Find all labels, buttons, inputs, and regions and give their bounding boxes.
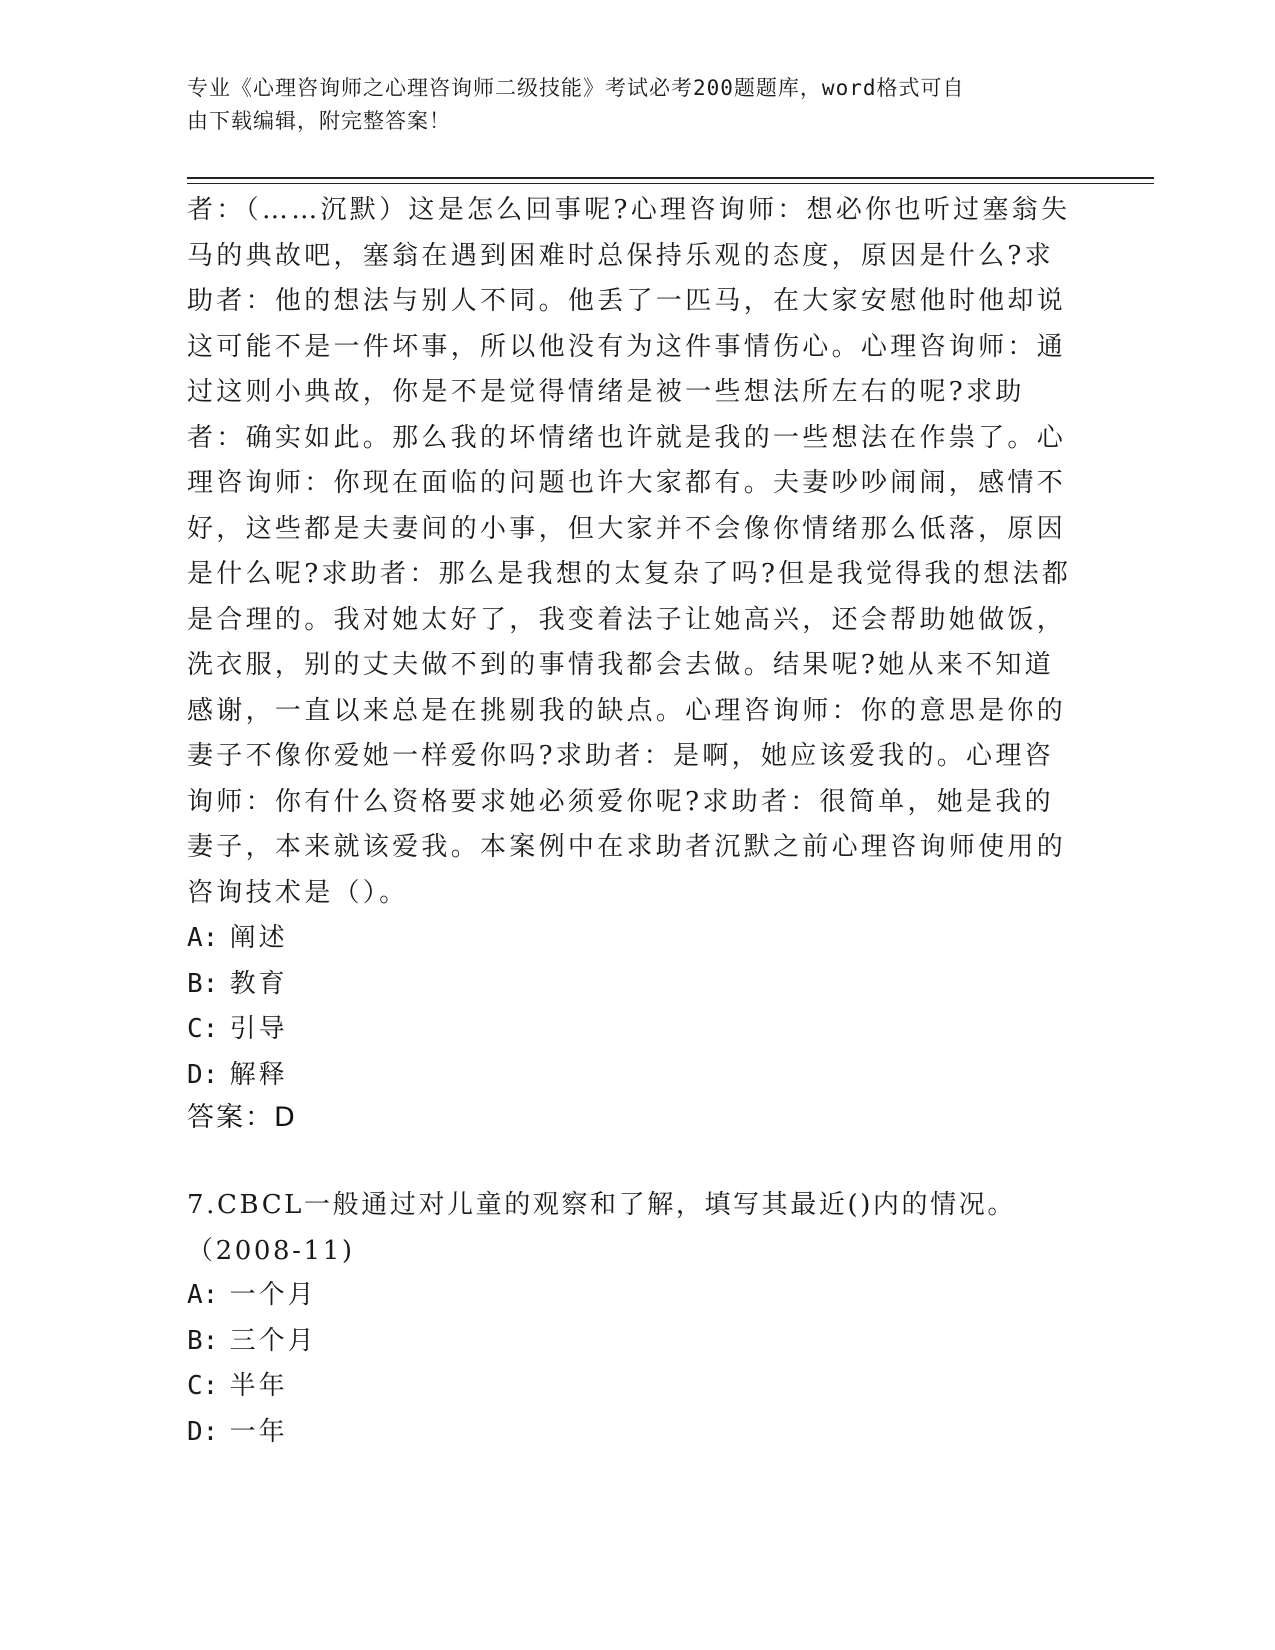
option-text: 教育: [229, 968, 288, 999]
header-line-1: 专业《心理咨询师之心理咨询师二级技能》考试必考200题题库，word格式可自: [187, 76, 965, 100]
option-b: [187, 962, 787, 1008]
question-7-stem: 7.CBCL一般通过对儿童的观察和了解，填写其最近()内的情况。（2008-11): [187, 1190, 1016, 1266]
option-letter: A:: [187, 923, 219, 953]
option-letter: C:: [187, 1014, 219, 1044]
option-text: 引导: [229, 1014, 288, 1044]
option-letter: D:: [187, 1416, 219, 1447]
option-d: [187, 1410, 787, 1456]
option-b: [187, 1319, 787, 1365]
answer-label: 答案：D: [187, 1102, 297, 1133]
question-7-options: [187, 1273, 787, 1455]
header-rule-thick: [187, 177, 1154, 179]
page-header: [187, 72, 1067, 138]
option-text: 一个月: [229, 1280, 317, 1310]
option-letter: B:: [187, 1325, 219, 1356]
option-text: 三个月: [229, 1325, 317, 1356]
option-text: 一年: [229, 1416, 288, 1447]
header-line-2: 由下载编辑，附完整答案！: [187, 109, 451, 133]
option-a: [187, 916, 787, 962]
option-d: [187, 1053, 787, 1099]
question-6-passage: 者：（……沉默）这是怎么回事呢?心理咨询师：想必你也听过塞翁失马的典故吧，塞翁在遇到困难时总保持乐观的态度，原因是什么?求助者：他的想法与别人不同。他丢了一匹马，在大家安慰他时他却说这可能不是一件坏事，所以他没有为这件事情伤心。心理咨询师：通过这则小典故，你是不是觉得情绪是被一些想法所左右的呢?求助者：确实如此。那么我的坏情绪也许就是我的一些想法在作祟了。心理咨询师：你现在面临的问题也许大家都有。夫妻吵吵闹闹，感情不好，这些都是夫妻间的小事，但大家并不会像你情绪那么低落，原因是什么呢?求助者：那么是我想的太复杂了吗?但是我觉得我的想法都是合理的。我对她太好了，我变着法子让她高兴，还会帮助她做饭，洗衣服，别的丈夫做不到的事情我都会去做。结果呢?她从来不知道感谢，一直以来总是在挑剔我的缺点。心理咨询师：你的意思是你的妻子不像你爱她一样爱你吗?求助者：是啊，她应该爱我的。心理咨询师：你有什么资格要求她必须爱你呢?求助者：很简单，她是我的妻子，本来就该爱我。本案例中在求助者沉默之前心理咨询师使用的咨询技术是（）。: [187, 195, 1072, 908]
header-rule-thin: [187, 183, 1154, 184]
option-a: [187, 1273, 787, 1319]
option-text: 阐述: [229, 923, 288, 953]
option-text: 解释: [229, 1059, 288, 1090]
option-letter: C:: [187, 1371, 219, 1401]
option-c: [187, 1007, 787, 1053]
question-6-options: [187, 916, 787, 1098]
option-letter: B:: [187, 968, 219, 999]
option-text: 半年: [229, 1371, 288, 1401]
option-c: [187, 1364, 787, 1410]
option-letter: A:: [187, 1280, 219, 1310]
option-letter: D:: [187, 1059, 219, 1090]
